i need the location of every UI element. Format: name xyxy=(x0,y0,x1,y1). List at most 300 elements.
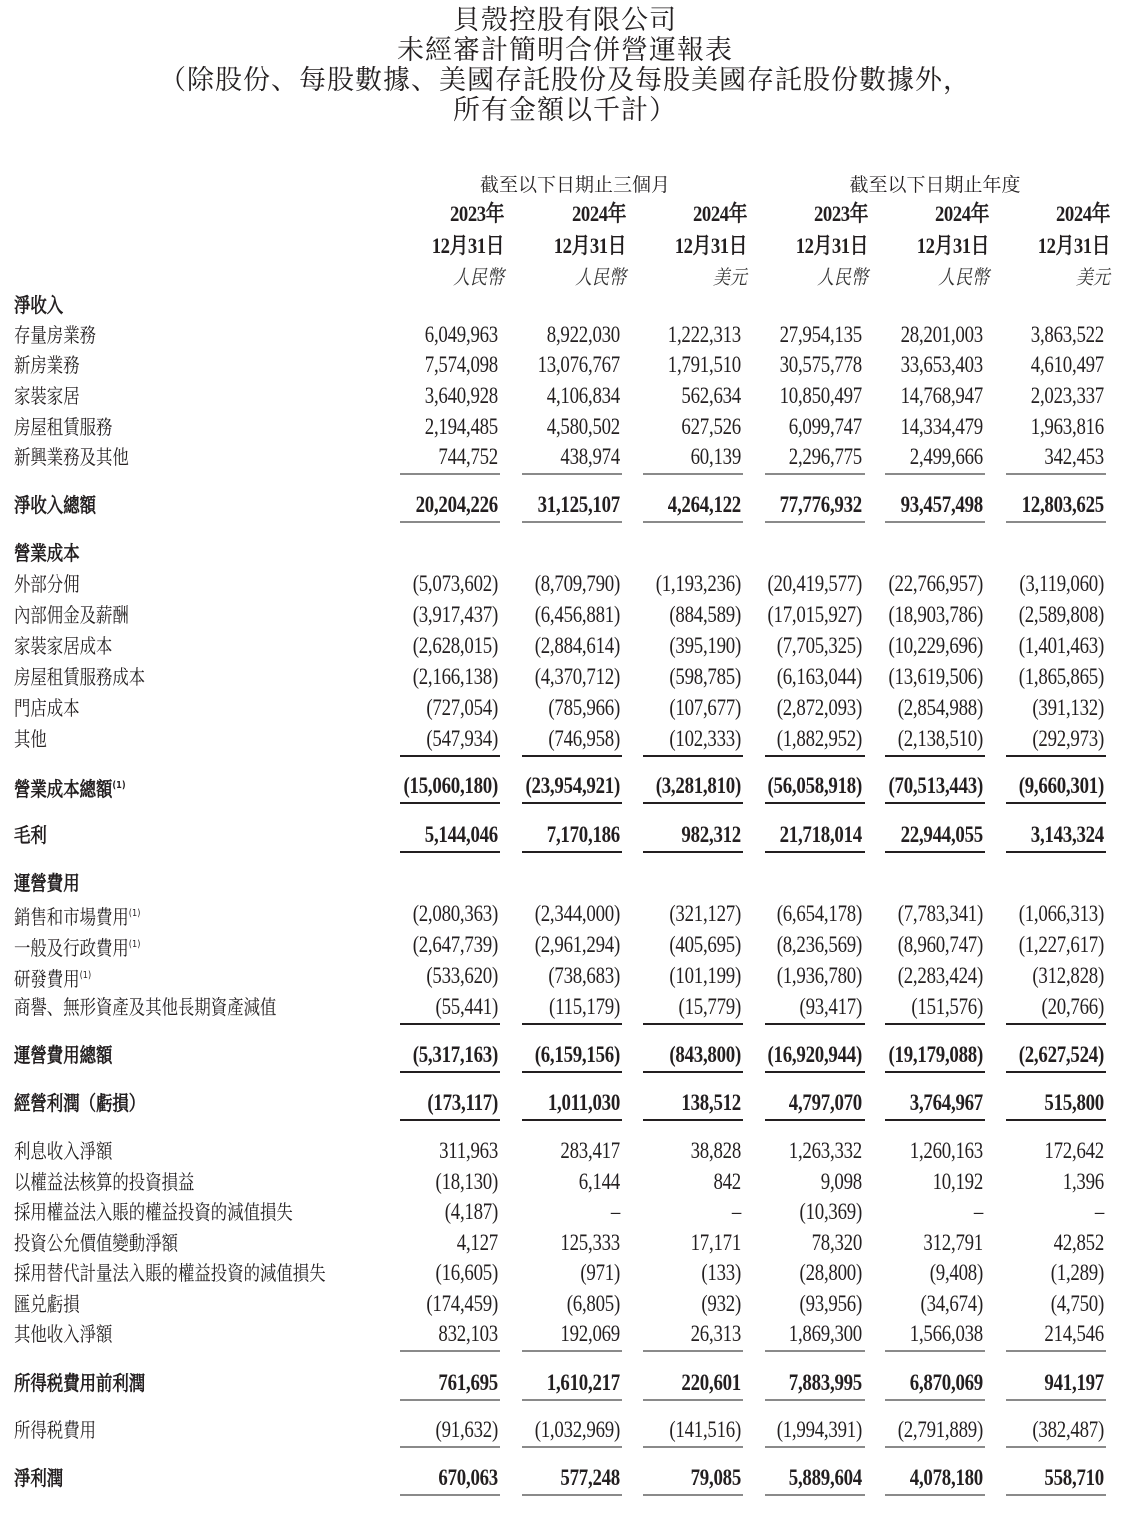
total-underline xyxy=(1006,521,1106,523)
cell-value: 78,320 xyxy=(811,1230,862,1255)
cell-value: 558,710 xyxy=(1044,1465,1104,1490)
cell-value: 42,852 xyxy=(1053,1230,1104,1255)
cell-value: (1,936,780) xyxy=(776,963,862,988)
cell-value: (321,127) xyxy=(669,901,741,926)
cell-value: (2,166,138) xyxy=(412,664,498,689)
row-label: 淨收入 xyxy=(14,293,64,317)
column-header-date: 12月31日 xyxy=(431,233,504,258)
cell-value: 283,417 xyxy=(560,1138,620,1163)
cell-value: (6,163,044) xyxy=(776,664,862,689)
row-label: 其他 xyxy=(14,727,47,751)
table-row xyxy=(0,350,1130,380)
cell-value: 14,768,947 xyxy=(900,383,983,408)
cell-value: (6,654,178) xyxy=(776,901,862,926)
footnote-marker: (1) xyxy=(112,780,126,791)
table-row xyxy=(0,1289,1130,1319)
cell-value: (70,513,443) xyxy=(888,773,983,798)
cell-value: (1,193,236) xyxy=(655,571,741,596)
statement-title xyxy=(0,6,1130,126)
total-underline xyxy=(765,1119,865,1121)
cell-value: (16,605) xyxy=(435,1260,498,1285)
cell-value: (547,934) xyxy=(426,726,498,751)
statement-note-units: 所有金額以千計） xyxy=(453,95,677,126)
cell-value: (6,456,881) xyxy=(534,602,620,627)
row-label: 房屋租賃服務 xyxy=(14,415,113,439)
cell-value: (746,958) xyxy=(548,726,620,751)
table-row xyxy=(0,1197,1130,1227)
cell-value: (405,695) xyxy=(669,932,741,957)
cell-value: 670,063 xyxy=(438,1465,498,1490)
cell-value: 10,192 xyxy=(932,1169,983,1194)
cell-value: (101,199) xyxy=(669,963,741,988)
cell-value: (1,066,313) xyxy=(1018,901,1104,926)
cell-value: 3,143,324 xyxy=(1030,822,1104,847)
column-header-date: 12月31日 xyxy=(553,233,626,258)
cell-value: (382,487) xyxy=(1032,1417,1104,1442)
period-header-three-months: 截至以下日期止三個月 xyxy=(479,174,670,196)
column-header-date: 12月31日 xyxy=(1037,233,1110,258)
total-underline xyxy=(885,755,985,757)
column-header-year: 2024年 xyxy=(572,201,626,226)
column-header-date: 12月31日 xyxy=(674,233,747,258)
row-label: 毛利 xyxy=(14,823,47,847)
total-underline xyxy=(885,802,985,804)
cell-value: 214,546 xyxy=(1044,1321,1104,1346)
cell-value: 1,566,038 xyxy=(909,1321,983,1346)
cell-value: (56,058,918) xyxy=(767,773,862,798)
total-underline xyxy=(643,1119,743,1121)
table-row xyxy=(0,412,1130,442)
cell-value: 4,797,070 xyxy=(788,1090,862,1115)
total-underline xyxy=(885,1119,985,1121)
cell-value: 982,312 xyxy=(681,822,741,847)
cell-value: (6,159,156) xyxy=(534,1042,620,1067)
cell-value: 79,085 xyxy=(690,1465,741,1490)
table-row xyxy=(0,961,1130,991)
column-header xyxy=(990,198,1110,292)
column-header-year: 2024年 xyxy=(693,201,747,226)
total-underline xyxy=(522,1399,622,1401)
cell-value: (3,119,060) xyxy=(1019,571,1104,596)
table-row xyxy=(0,899,1130,929)
cell-value: (173,117) xyxy=(427,1090,498,1115)
cell-value: 2,296,775 xyxy=(788,444,862,469)
row-label: 經營利潤（虧損） xyxy=(14,1091,146,1115)
row-label: 匯兑虧損 xyxy=(14,1292,80,1316)
cell-value: (102,333) xyxy=(669,726,741,751)
cell-value: (2,344,000) xyxy=(534,901,620,926)
cell-value: (93,417) xyxy=(799,994,862,1019)
total-underline xyxy=(765,1494,865,1496)
cell-value: (738,683) xyxy=(548,963,620,988)
cell-value: 627,526 xyxy=(681,414,741,439)
cell-value: (7,783,341) xyxy=(897,901,983,926)
cell-value: 1,263,332 xyxy=(788,1138,862,1163)
column-header xyxy=(869,198,989,292)
cell-value: (2,961,294) xyxy=(534,932,620,957)
total-underline xyxy=(1006,1119,1106,1121)
cell-value: (18,130) xyxy=(435,1169,498,1194)
table-row xyxy=(0,1415,1130,1445)
column-header-year: 2024年 xyxy=(935,201,989,226)
cell-value: 4,264,122 xyxy=(667,492,741,517)
total-underline xyxy=(643,473,743,475)
cell-value: (8,236,569) xyxy=(776,932,862,957)
cell-value: 7,883,995 xyxy=(788,1370,862,1395)
table-row xyxy=(0,1228,1130,1258)
column-header xyxy=(384,198,504,292)
column-header-currency: 美元 xyxy=(713,265,747,289)
total-underline xyxy=(522,1119,622,1121)
cell-value: (1,401,463) xyxy=(1018,633,1104,658)
cell-value: (20,419,577) xyxy=(767,571,862,596)
row-label: 新房業務 xyxy=(14,353,80,377)
column-header xyxy=(506,198,626,292)
row-label: 家裝家居成本 xyxy=(14,634,113,658)
total-underline xyxy=(1006,1494,1106,1496)
row-label: 所得税費用前利潤 xyxy=(14,1371,146,1395)
cell-value: 311,963 xyxy=(439,1138,498,1163)
footnote-marker: (1) xyxy=(79,970,92,981)
cell-value: – xyxy=(973,1199,983,1224)
total-underline xyxy=(522,1494,622,1496)
cell-value: (16,920,944) xyxy=(767,1042,862,1067)
column-header-year: 2023年 xyxy=(814,201,868,226)
total-underline xyxy=(643,1494,743,1496)
cell-value: (843,800) xyxy=(669,1042,741,1067)
cell-value: 4,127 xyxy=(456,1230,498,1255)
cell-value: 1,610,217 xyxy=(546,1370,620,1395)
cell-value: (785,966) xyxy=(548,695,620,720)
cell-value: (292,973) xyxy=(1032,726,1104,751)
cell-value: 30,575,778 xyxy=(779,352,862,377)
cell-value: 941,197 xyxy=(1044,1370,1104,1395)
total-underline xyxy=(400,473,500,475)
total-underline xyxy=(765,1023,865,1025)
cell-value: (1,994,391) xyxy=(776,1417,862,1442)
cell-value: (10,369) xyxy=(799,1199,862,1224)
total-underline xyxy=(643,1071,743,1073)
total-underline xyxy=(400,755,500,757)
row-label: 門店成本 xyxy=(14,696,80,720)
cell-value: 6,870,069 xyxy=(909,1370,983,1395)
total-underline xyxy=(1006,1446,1106,1448)
cell-value: 2,499,666 xyxy=(909,444,983,469)
total-underline xyxy=(1006,851,1106,853)
table-row xyxy=(0,724,1130,754)
total-underline xyxy=(885,1023,985,1025)
cell-value: 31,125,107 xyxy=(537,492,620,517)
cell-value: 1,011,030 xyxy=(547,1090,620,1115)
table-row xyxy=(0,1167,1130,1197)
table-row xyxy=(0,992,1130,1022)
table-row xyxy=(0,490,1130,520)
cell-value: (2,283,424) xyxy=(897,963,983,988)
footnote-marker: (1) xyxy=(128,939,141,950)
statement-note: （除股份、每股數據、美國存託股份及每股美國存託股份數據外， xyxy=(159,65,971,96)
total-underline xyxy=(400,521,500,523)
cell-value: (4,750) xyxy=(1050,1291,1104,1316)
total-underline xyxy=(400,1350,500,1352)
table-row xyxy=(0,1088,1130,1118)
cell-value: (2,791,889) xyxy=(897,1417,983,1442)
table-row xyxy=(0,631,1130,661)
table-row xyxy=(0,662,1130,692)
column-header-year: 2023年 xyxy=(450,201,504,226)
total-underline xyxy=(522,755,622,757)
cell-value: (2,080,363) xyxy=(412,901,498,926)
cell-value: 1,963,816 xyxy=(1030,414,1104,439)
total-underline xyxy=(522,521,622,523)
total-underline xyxy=(643,521,743,523)
cell-value: (19,179,088) xyxy=(888,1042,983,1067)
cell-value: (971) xyxy=(580,1260,620,1285)
total-underline xyxy=(1006,473,1106,475)
cell-value: 761,695 xyxy=(438,1370,498,1395)
column-header xyxy=(627,198,747,292)
table-row xyxy=(0,930,1130,960)
cell-value: (107,677) xyxy=(669,695,741,720)
cell-value: (141,516) xyxy=(669,1417,741,1442)
row-label: 外部分佣 xyxy=(14,572,80,596)
table-row xyxy=(0,771,1130,801)
row-label: 投資公允價值變動淨額 xyxy=(14,1231,178,1255)
cell-value: 515,800 xyxy=(1044,1090,1104,1115)
cell-value: 842 xyxy=(713,1169,741,1194)
total-underline xyxy=(643,1446,743,1448)
row-label: 營業成本 xyxy=(14,541,80,565)
total-underline xyxy=(765,1399,865,1401)
table-row xyxy=(0,600,1130,630)
cell-value: (8,709,790) xyxy=(534,571,620,596)
cell-value: 33,653,403 xyxy=(900,352,983,377)
cell-value: 438,974 xyxy=(560,444,620,469)
total-underline xyxy=(885,473,985,475)
cell-value: (10,229,696) xyxy=(888,633,983,658)
cell-value: 26,313 xyxy=(690,1321,741,1346)
cell-value: (133) xyxy=(701,1260,741,1285)
cell-value: (1,882,952) xyxy=(776,726,862,751)
cell-value: (93,956) xyxy=(799,1291,862,1316)
row-label: 採用替代計量法入賬的權益投資的減值損失 xyxy=(14,1261,326,1285)
company-name: 貝殼控股有限公司 xyxy=(453,5,677,36)
row-label: 運營費用 xyxy=(14,871,80,895)
cell-value: 6,099,747 xyxy=(788,414,862,439)
cell-value: (9,408) xyxy=(929,1260,983,1285)
total-underline xyxy=(522,1446,622,1448)
total-underline xyxy=(1006,802,1106,804)
row-label: 淨利潤 xyxy=(14,1466,64,1490)
table-row xyxy=(0,538,1130,568)
cell-value: (2,628,015) xyxy=(412,633,498,658)
cell-value: 6,049,963 xyxy=(424,322,498,347)
row-label: 內部佣金及薪酬 xyxy=(14,603,129,627)
cell-value: 8,922,030 xyxy=(546,322,620,347)
cell-value: (91,632) xyxy=(435,1417,498,1442)
cell-value: 4,580,502 xyxy=(546,414,620,439)
table-row xyxy=(0,1463,1130,1493)
cell-value: – xyxy=(1094,1199,1104,1224)
cell-value: 3,764,967 xyxy=(909,1090,983,1115)
cell-value: (7,705,325) xyxy=(776,633,862,658)
total-underline xyxy=(400,1071,500,1073)
row-label: 其他收入淨額 xyxy=(14,1322,113,1346)
cell-value: 832,103 xyxy=(438,1321,498,1346)
total-underline xyxy=(885,1071,985,1073)
table-row xyxy=(0,1319,1130,1349)
total-underline xyxy=(885,521,985,523)
cell-value: 9,098 xyxy=(820,1169,862,1194)
cell-value: (2,872,093) xyxy=(776,695,862,720)
row-label: 房屋租賃服務成本 xyxy=(14,665,146,689)
cell-value: 27,954,135 xyxy=(779,322,862,347)
row-label: 銷售和市場費用$^{(1)}$ xyxy=(14,905,141,929)
cell-value: 3,640,928 xyxy=(424,383,498,408)
cell-value: 4,610,497 xyxy=(1030,352,1104,377)
cell-value: 93,457,498 xyxy=(900,492,983,517)
cell-value: (1,865,865) xyxy=(1018,664,1104,689)
row-label: 所得税費用 xyxy=(14,1418,96,1442)
cell-value: 1,222,313 xyxy=(667,322,741,347)
cell-value: 28,201,003 xyxy=(900,322,983,347)
total-underline xyxy=(1006,1071,1106,1073)
total-underline xyxy=(643,1399,743,1401)
total-underline xyxy=(400,851,500,853)
column-header-date: 12月31日 xyxy=(795,233,868,258)
cell-value: 3,863,522 xyxy=(1030,322,1104,347)
cell-value: 342,453 xyxy=(1044,444,1104,469)
cell-value: 7,574,098 xyxy=(424,352,498,377)
cell-value: (391,132) xyxy=(1032,695,1104,720)
total-underline xyxy=(885,1494,985,1496)
cell-value: 5,889,604 xyxy=(788,1465,862,1490)
cell-value: (15,060,180) xyxy=(403,773,498,798)
cell-value: – xyxy=(610,1199,620,1224)
cell-value: (15,779) xyxy=(678,994,741,1019)
total-underline xyxy=(885,851,985,853)
total-underline xyxy=(400,1119,500,1121)
row-label: 存量房業務 xyxy=(14,323,96,347)
column-header-currency: 人民幣 xyxy=(817,265,868,289)
column-header-currency: 人民幣 xyxy=(938,265,989,289)
cell-value: 21,718,014 xyxy=(779,822,862,847)
cell-value: (22,766,957) xyxy=(888,571,983,596)
cell-value: 2,194,485 xyxy=(424,414,498,439)
cell-value: (6,805) xyxy=(566,1291,620,1316)
total-underline xyxy=(400,1023,500,1025)
cell-value: (3,917,437) xyxy=(412,602,498,627)
total-underline xyxy=(885,1399,985,1401)
table-row xyxy=(0,868,1130,898)
cell-value: 20,204,226 xyxy=(415,492,498,517)
cell-value: (174,459) xyxy=(426,1291,498,1316)
column-header-currency: 人民幣 xyxy=(575,265,626,289)
cell-value: (2,854,988) xyxy=(897,695,983,720)
cell-value: 60,139 xyxy=(690,444,741,469)
table-row xyxy=(0,1040,1130,1070)
cell-value: (151,576) xyxy=(911,994,983,1019)
row-label: 一般及行政費用$^{(1)}$ xyxy=(14,936,141,960)
cell-value: 220,601 xyxy=(681,1370,741,1395)
cell-value: 4,106,834 xyxy=(546,383,620,408)
total-underline xyxy=(400,1494,500,1496)
total-underline xyxy=(1006,755,1106,757)
table-row xyxy=(0,442,1130,472)
cell-value: (3,281,810) xyxy=(655,773,741,798)
cell-value: (23,954,921) xyxy=(525,773,620,798)
cell-value: 1,869,300 xyxy=(788,1321,862,1346)
cell-value: (2,647,739) xyxy=(412,932,498,957)
cell-value: (2,627,524) xyxy=(1018,1042,1104,1067)
column-header-currency: 美元 xyxy=(1076,265,1110,289)
cell-value: 5,144,046 xyxy=(424,822,498,847)
total-underline xyxy=(522,1350,622,1352)
cell-value: (5,073,602) xyxy=(412,571,498,596)
column-header-currency: 人民幣 xyxy=(453,265,504,289)
total-underline xyxy=(765,755,865,757)
table-row xyxy=(0,820,1130,850)
table-row xyxy=(0,381,1130,411)
total-underline xyxy=(400,1399,500,1401)
cell-value: (533,620) xyxy=(426,963,498,988)
table-row xyxy=(0,1368,1130,1398)
total-underline xyxy=(400,1446,500,1448)
column-header-date: 12月31日 xyxy=(916,233,989,258)
row-label: 家裝家居 xyxy=(14,384,80,408)
total-underline xyxy=(765,1446,865,1448)
cell-value: 1,260,163 xyxy=(909,1138,983,1163)
total-underline xyxy=(765,851,865,853)
total-underline xyxy=(522,1071,622,1073)
total-underline xyxy=(643,755,743,757)
column-header-year: 2024年 xyxy=(1056,201,1110,226)
cell-value: (55,441) xyxy=(435,994,498,1019)
cell-value: 7,170,186 xyxy=(546,822,620,847)
total-underline xyxy=(522,802,622,804)
cell-value: (312,828) xyxy=(1032,963,1104,988)
total-underline xyxy=(765,802,865,804)
cell-value: 192,069 xyxy=(560,1321,620,1346)
table-row xyxy=(0,320,1130,350)
cell-value: (4,370,712) xyxy=(534,664,620,689)
total-underline xyxy=(643,1350,743,1352)
row-label: 利息收入淨額 xyxy=(14,1139,113,1163)
total-underline xyxy=(522,1023,622,1025)
cell-value: (884,589) xyxy=(669,602,741,627)
row-label: 採用權益法入賬的權益投資的減值損失 xyxy=(14,1200,293,1224)
cell-value: 10,850,497 xyxy=(779,383,862,408)
table-row xyxy=(0,1258,1130,1288)
table-row xyxy=(0,290,1130,320)
cell-value: (9,660,301) xyxy=(1018,773,1104,798)
row-label: 新興業務及其他 xyxy=(14,445,129,469)
cell-value: (20,766) xyxy=(1041,994,1104,1019)
cell-value: 77,776,932 xyxy=(779,492,862,517)
cell-value: 4,078,180 xyxy=(909,1465,983,1490)
total-underline xyxy=(885,1446,985,1448)
cell-value: 744,752 xyxy=(438,444,498,469)
table-row xyxy=(0,1136,1130,1166)
cell-value: 312,791 xyxy=(923,1230,983,1255)
total-underline xyxy=(1006,1399,1106,1401)
total-underline xyxy=(765,473,865,475)
cell-value: (598,785) xyxy=(669,664,741,689)
total-underline xyxy=(765,1350,865,1352)
cell-value: 1,396 xyxy=(1062,1169,1104,1194)
total-underline xyxy=(522,851,622,853)
cell-value: (18,903,786) xyxy=(888,602,983,627)
table-row xyxy=(0,693,1130,723)
